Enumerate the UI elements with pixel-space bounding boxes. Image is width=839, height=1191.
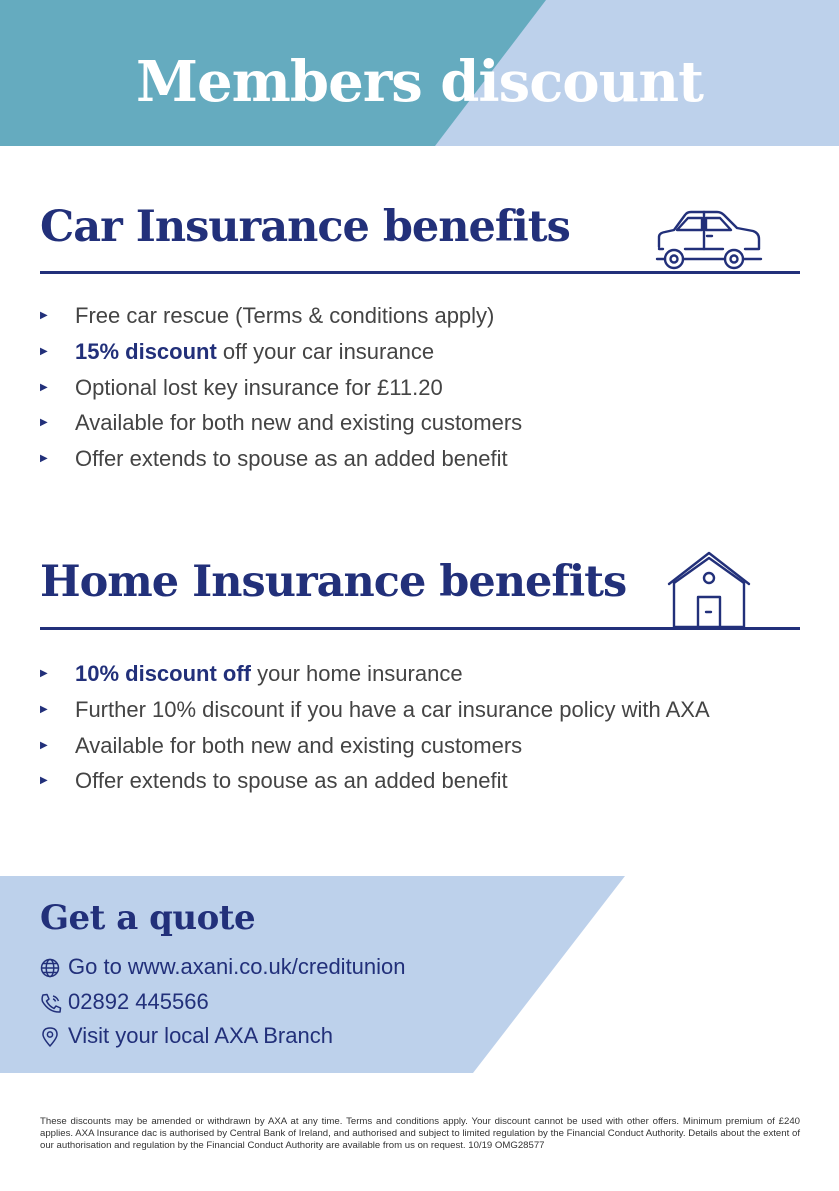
contact-phone[interactable]	[40, 988, 406, 1023]
bullet-arrow-icon: ▶	[40, 703, 48, 715]
list-item	[40, 375, 522, 411]
list-item	[40, 303, 522, 339]
contact-branch	[40, 1022, 406, 1057]
home-benefits-list	[40, 661, 710, 804]
car-section-title: Car Insurance benefits	[40, 202, 570, 252]
website-link-text[interactable]: Go to www.axani.co.uk/creditunion	[68, 954, 406, 979]
list-item	[40, 733, 710, 769]
benefit-text: Offer extends to spouse as an added benefit	[75, 446, 508, 472]
contact-website[interactable]	[40, 953, 406, 988]
benefit-text: Further 10% discount if you have a car insurance policy with AXA	[75, 696, 710, 722]
car-section-divider	[40, 271, 800, 274]
list-item	[40, 446, 522, 482]
home-section-divider	[40, 627, 800, 630]
benefit-text: your home insurance	[251, 661, 463, 686]
benefit-text: Available for both new and existing customers	[75, 410, 523, 436]
phone-icon	[40, 992, 60, 1012]
house-icon	[666, 550, 752, 635]
benefit-highlight: 15% discount	[75, 338, 217, 364]
list-item	[40, 339, 522, 375]
disclaimer: These discounts may be amended or withdrawn by AXA at any time. Terms and conditions apply. Your discount cannot be used with other offers. Minimum premium of £240 applies. AXA Insurance dac is authorised by Central Bank of Ireland, and authorised and subject to limited regulation by the Financial Conduct Authority. Details about the extent of our authorisation and regulation by the Financial Conduct Authority are available from us on request. 10/19 OMG28577	[40, 1116, 800, 1151]
location-pin-icon	[40, 1026, 60, 1046]
bullet-arrow-icon: ▶	[40, 775, 48, 787]
list-item	[40, 661, 710, 697]
bullet-arrow-icon: ▶	[40, 668, 48, 679]
home-section-title: Home Insurance benefits	[40, 557, 627, 607]
bullet-arrow-icon: ▶	[40, 739, 48, 751]
branch-text: Visit your local AXA Branch	[68, 1023, 333, 1048]
page-title: Members discount	[136, 49, 703, 115]
bullet-arrow-icon: ▶	[40, 381, 48, 393]
bullet-arrow-icon: ▶	[40, 417, 48, 429]
benefit-text: Offer extends to spouse as an added benefit	[75, 768, 508, 794]
benefit-text: off your car insurance	[216, 338, 435, 364]
benefit-text: Available for both new and existing customers	[75, 732, 523, 758]
car-icon	[655, 209, 763, 276]
bullet-arrow-icon: ▶	[40, 453, 48, 465]
bullet-arrow-icon: ▶	[40, 345, 48, 357]
benefit-text: Optional lost key insurance for £11.20	[75, 374, 443, 400]
globe-icon	[40, 957, 60, 977]
car-benefits-list	[40, 303, 522, 482]
list-item	[40, 410, 522, 446]
benefit-highlight: 10% discount off	[75, 661, 252, 686]
phone-number-text[interactable]: 02892 445566	[68, 988, 209, 1014]
bullet-arrow-icon: ▶	[40, 310, 48, 321]
header-banner	[0, 0, 839, 146]
contact-list	[40, 953, 406, 1057]
list-item	[40, 697, 710, 733]
benefit-text: Free car rescue (Terms & conditions apply)	[75, 303, 495, 328]
quote-title: Get a quote	[40, 898, 256, 938]
list-item	[40, 768, 710, 804]
